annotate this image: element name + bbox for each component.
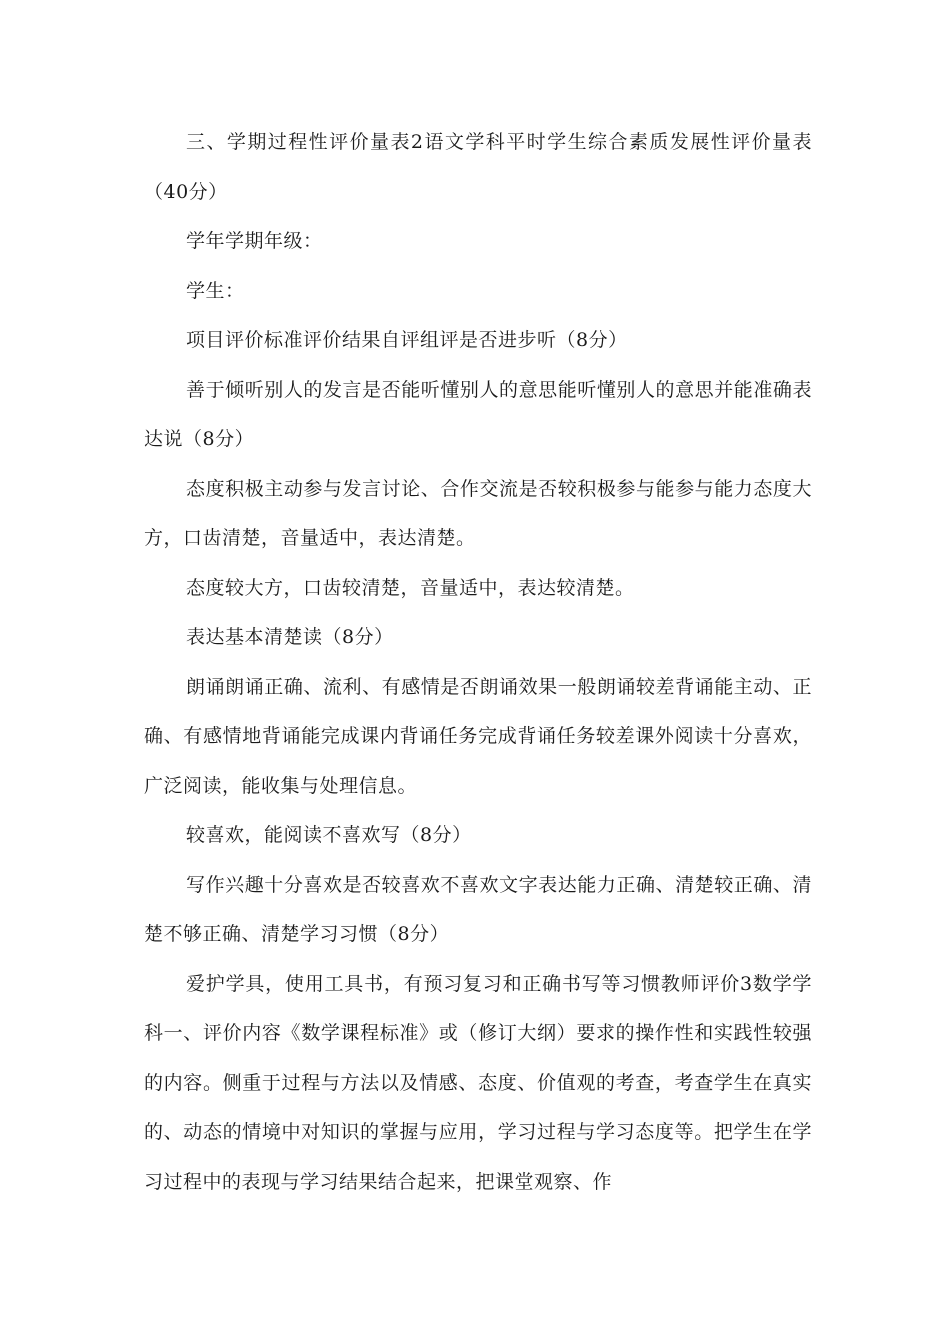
paragraph-habits-and-math: 爱护学具，使用工具书，有预习复习和正确书写等习惯教师评价3数学学科一、评价内容《数学课程标准》或（修订大纲）要求的操作性和实践性较强的内容。侧重于过程与方法以及情感、态度、价值观的考查，考查学生在真实的、动态的情境中对知识的掌握与应用，学习过程与学习态度等。把学生在学习过程中的表现与学习结果结合起来，把课堂观察、作	[144, 972, 812, 1193]
paragraph-speaking-level-2: 态度较大方，口齿较清楚，音量适中，表达较清楚。	[186, 576, 635, 599]
paragraph-writing: 较喜欢，能阅读不喜欢写（8分）	[186, 824, 472, 846]
section-heading: 三、学期过程性评价量表2语文学科平时学生综合素质发展性评价量表（40分）	[144, 131, 812, 203]
paragraph-term-grade: 学年学期年级：	[186, 230, 323, 252]
paragraph-listening: 项目评价标准评价结果自评组评是否进步听（8分）	[186, 329, 628, 351]
paragraph-speaking-criteria: 态度积极主动参与发言讨论、合作交流是否较积极参与能参与能力态度大方，口齿清楚，音量适中，表达清楚。	[144, 477, 812, 549]
paragraph-reading: 表达基本清楚读（8分）	[186, 626, 394, 648]
paragraph-student: 学生：	[186, 279, 245, 302]
paragraph-listening-criteria: 善于倾听别人的发言是否能听懂别人的意思能听懂别人的意思并能准确表达说（8分）	[144, 378, 812, 450]
paragraph-writing-criteria: 写作兴趣十分喜欢是否较喜欢不喜欢文字表达能力正确、清楚较正确、清楚不够正确、清楚学习习惯（8分）	[144, 873, 812, 945]
document-body	[144, 118, 812, 1207]
paragraph-reading-criteria: 朗诵朗诵正确、流利、有感情是否朗诵效果一般朗诵较差背诵能主动、正确、有感情地背诵能完成课内背诵任务完成背诵任务较差课外阅读十分喜欢，广泛阅读，能收集与处理信息。	[144, 675, 812, 797]
